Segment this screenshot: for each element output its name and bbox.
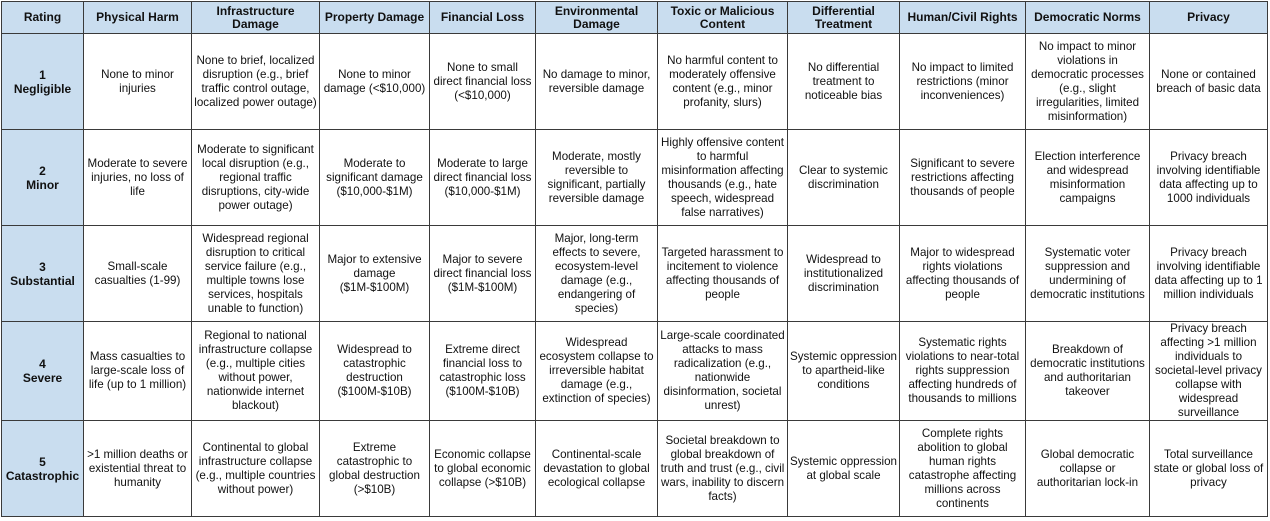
rating-number: 1 bbox=[39, 67, 46, 82]
header-democratic-norms: Democratic Norms bbox=[1026, 2, 1150, 34]
rating-cell bbox=[2, 421, 84, 517]
table-cell: Significant to severe restrictions affecting thousands of people bbox=[900, 130, 1026, 226]
table-cell: Major, long-term effects to severe, ecosystem-level damage (e.g., endangering of species) bbox=[536, 226, 658, 322]
table-cell: Election interference and widespread misinformation campaigns bbox=[1026, 130, 1150, 226]
table-cell: Mass casualties to large-scale loss of life (up to 1 million) bbox=[84, 322, 192, 421]
table-cell: Systematic voter suppression and undermining of democratic institutions bbox=[1026, 226, 1150, 322]
table-cell: Continental-scale devastation to global ecological collapse bbox=[536, 421, 658, 517]
table-row bbox=[2, 130, 1268, 226]
table-cell: No harmful content to moderately offensive content (e.g., minor profanity, slurs) bbox=[658, 34, 788, 130]
table-cell: Widespread ecosystem collapse to irreversible habitat damage (e.g., extinction of species) bbox=[536, 322, 658, 421]
table-cell: Extreme catastrophic to global destruction (>$10B) bbox=[320, 421, 430, 517]
table-row bbox=[2, 226, 1268, 322]
rating-number: 5 bbox=[39, 454, 46, 469]
header-financial-loss: Financial Loss bbox=[430, 2, 536, 34]
rating-cell bbox=[2, 34, 84, 130]
table-cell: Small-scale casualties (1-99) bbox=[84, 226, 192, 322]
table-cell: Complete rights abolition to global human rights catastrophe affecting millions across continents bbox=[900, 421, 1026, 517]
table-cell: Economic collapse to global economic collapse (>$10B) bbox=[430, 421, 536, 517]
rating-number: 2 bbox=[39, 163, 46, 178]
harm-severity-table bbox=[1, 1, 1268, 517]
table-cell: Widespread to institutionalized discrimination bbox=[788, 226, 900, 322]
rating-number: 4 bbox=[39, 357, 46, 371]
table-cell: Large-scale coordinated attacks to mass radicalization (e.g., nationwide disinformation, societal unrest) bbox=[658, 322, 788, 421]
table-cell: No damage to minor, reversible damage bbox=[536, 34, 658, 130]
table-cell: Privacy breach involving identifiable data affecting up to 1 million individuals bbox=[1150, 226, 1268, 322]
rating-label: Severe bbox=[22, 371, 63, 385]
table-cell: No differential treatment to noticeable bias bbox=[788, 34, 900, 130]
header-privacy: Privacy bbox=[1150, 2, 1268, 34]
table-cell: Regional to national infrastructure collapse (e.g., multiple cities without power, nationwide internet blackout) bbox=[192, 322, 320, 421]
table-cell: Moderate to large direct financial loss ($10,000-$1M) bbox=[430, 130, 536, 226]
table-cell: Major to extensive damage ($1M-$100M) bbox=[320, 226, 430, 322]
table-cell: Privacy breach affecting >1 million individuals to societal-level privacy collapse with widespread surveillance bbox=[1150, 322, 1268, 421]
table-cell: Total surveillance state or global loss of privacy bbox=[1150, 421, 1268, 517]
rating-label: Catastrophic bbox=[5, 468, 80, 483]
rating-label: Minor bbox=[26, 177, 59, 192]
table-cell: Systemic oppression to apartheid-like conditions bbox=[788, 322, 900, 421]
table-cell: Global democratic collapse or authoritarian lock-in bbox=[1026, 421, 1150, 517]
table-row bbox=[2, 421, 1268, 517]
header-physical-harm: Physical Harm bbox=[84, 2, 192, 34]
table-cell: Systemic oppression at global scale bbox=[788, 421, 900, 517]
table-cell: None or contained breach of basic data bbox=[1150, 34, 1268, 130]
rating-number: 3 bbox=[39, 259, 46, 274]
table-cell: Widespread regional disruption to critical service failure (e.g., multiple towns lose services, hospitals unable to function) bbox=[192, 226, 320, 322]
table-cell: Extreme direct financial loss to catastrophic loss ($100M-$10B) bbox=[430, 322, 536, 421]
rating-cell bbox=[2, 130, 84, 226]
table-cell: None to small direct financial loss (<$10,000) bbox=[430, 34, 536, 130]
table-cell: Breakdown of democratic institutions and authoritarian takeover bbox=[1026, 322, 1150, 421]
table-cell: Widespread to catastrophic destruction ($100M-$10B) bbox=[320, 322, 430, 421]
rating-label: Substantial bbox=[10, 273, 75, 288]
table-cell: None to minor injuries bbox=[84, 34, 192, 130]
table-cell: Clear to systemic discrimination bbox=[788, 130, 900, 226]
header-human-civil-rights: Human/Civil Rights bbox=[900, 2, 1026, 34]
header-toxic-malicious-content: Toxic or Malicious Content bbox=[658, 2, 788, 34]
table-cell: None to minor damage (<$10,000) bbox=[320, 34, 430, 130]
table-cell: Moderate to severe injuries, no loss of life bbox=[84, 130, 192, 226]
header-environmental-damage: Environmental Damage bbox=[536, 2, 658, 34]
table-cell: No impact to limited restrictions (minor inconveniences) bbox=[900, 34, 1026, 130]
table-cell: Privacy breach involving identifiable data affecting up to 1000 individuals bbox=[1150, 130, 1268, 226]
rating-cell bbox=[2, 226, 84, 322]
rating-cell bbox=[2, 322, 84, 421]
header-row bbox=[2, 2, 1268, 34]
table-cell: >1 million deaths or existential threat to humanity bbox=[84, 421, 192, 517]
header-rating: Rating bbox=[2, 2, 84, 34]
table-cell: Moderate to significant local disruption (e.g., regional traffic disruptions, city-wide power outage) bbox=[192, 130, 320, 226]
header-property-damage: Property Damage bbox=[320, 2, 430, 34]
table-cell: Major to widespread rights violations affecting thousands of people bbox=[900, 226, 1026, 322]
header-differential-treatment: Differential Treatment bbox=[788, 2, 900, 34]
table-cell: Major to severe direct financial loss ($1M-$100M) bbox=[430, 226, 536, 322]
table-cell: None to brief, localized disruption (e.g., brief traffic control outage, localized power outage) bbox=[192, 34, 320, 130]
table-cell: Systematic rights violations to near-total rights suppression affecting hundreds of thousands to millions bbox=[900, 322, 1026, 421]
header-infrastructure-damage: Infrastructure Damage bbox=[192, 2, 320, 34]
table-cell: Societal breakdown to global breakdown of truth and trust (e.g., civil wars, inability to discern facts) bbox=[658, 421, 788, 517]
table-cell: No impact to minor violations in democratic processes (e.g., slight irregularities, limited misinformation) bbox=[1026, 34, 1150, 130]
table-cell: Continental to global infrastructure collapse (e.g., multiple countries without power) bbox=[192, 421, 320, 517]
table-cell: Moderate, mostly reversible to significant, partially reversible damage bbox=[536, 130, 658, 226]
table-cell: Moderate to significant damage ($10,000-$1M) bbox=[320, 130, 430, 226]
table-row bbox=[2, 34, 1268, 130]
rating-label: Negligible bbox=[13, 81, 72, 96]
table-row bbox=[2, 322, 1268, 421]
table-cell: Highly offensive content to harmful misinformation affecting thousands (e.g., hate speech, widespread false narratives) bbox=[658, 130, 788, 226]
table-cell: Targeted harassment to incitement to violence affecting thousands of people bbox=[658, 226, 788, 322]
